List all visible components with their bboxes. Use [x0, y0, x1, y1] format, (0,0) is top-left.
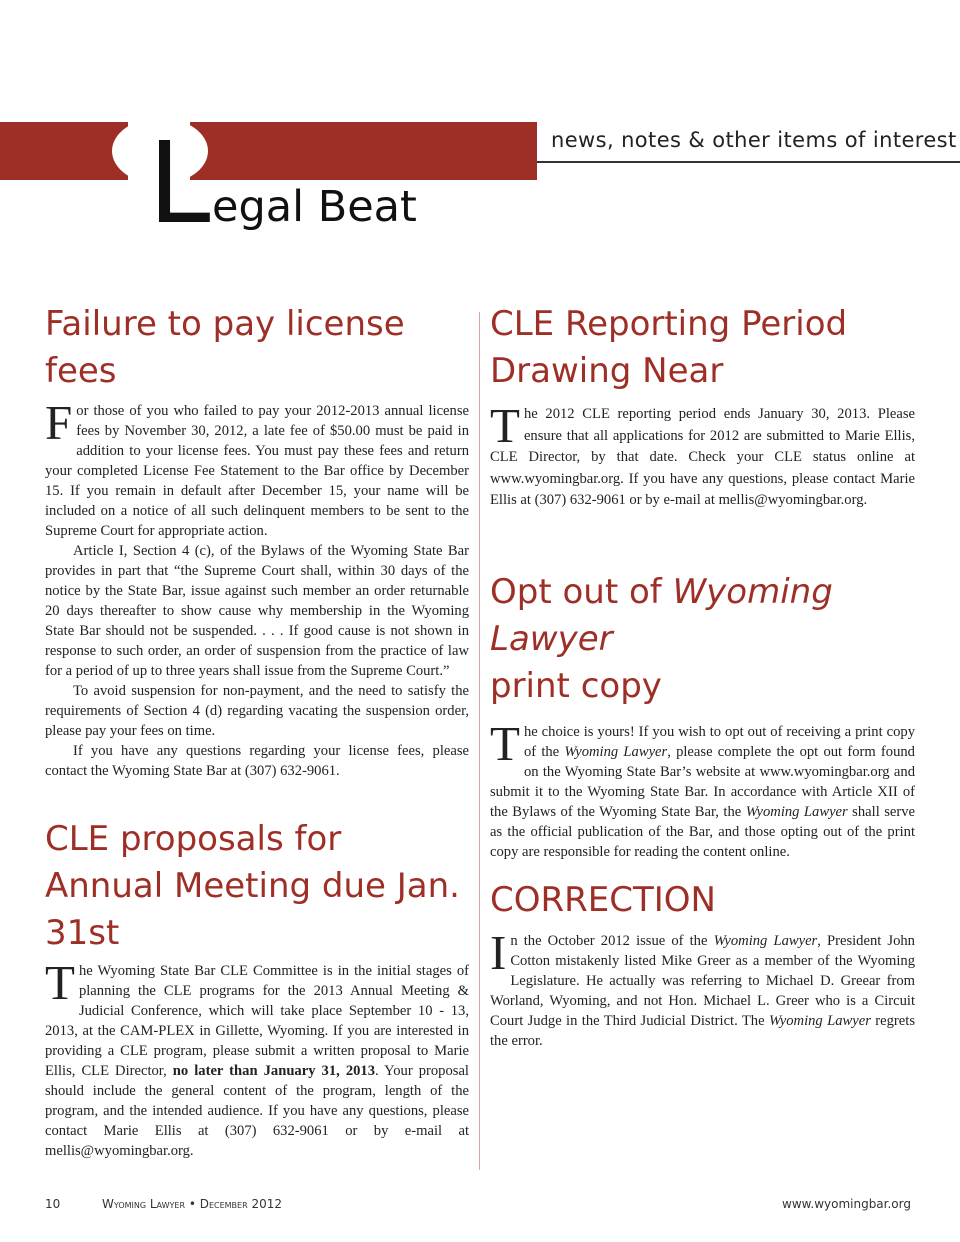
- column-divider: [479, 312, 480, 1170]
- article-headline: [490, 301, 915, 395]
- paragraph: If you have any questions regarding your license fees, please contact the Wyoming State Bar at (307) 632-9061.: [45, 743, 469, 779]
- drop-cap: F: [45, 395, 73, 450]
- article-body: [490, 398, 915, 512]
- paragraph-text: he choice is yours! If you wish to opt out of receiving a print copy of the: [523, 724, 915, 760]
- article-headline: Failure to pay license fees: [45, 304, 405, 391]
- paragraph: To avoid suspension for non-payment, and the need to satisfy the requirements of Section 4 (d) regarding vacating the suspension order, please pay your fees on time.: [45, 683, 469, 739]
- headline-line: CLE Reporting Period: [490, 304, 848, 344]
- publication-name: Wyoming Lawyer: [564, 744, 668, 760]
- headline-publication-name: Wyoming Lawyer: [490, 572, 833, 659]
- masthead-band-right: [190, 122, 537, 180]
- masthead-title-initial: L: [148, 119, 211, 249]
- article-body: [45, 955, 469, 1161]
- paragraph-text: or those of you who failed to pay your 2012-2013 annual license fees by November 30, 2012, a late fee of $50.00 must be paid in addition to your license fees. You must pay these fees and return your completed License Fee Statement to the Bar office by December 15. If you remain in default after December 15, your name will be included on a notice of all such delinquent members to be sent to the Supreme Court for appropriate action.: [45, 403, 469, 539]
- article-opt-out: [490, 569, 915, 862]
- article-license-fees: [45, 301, 469, 781]
- paragraph: Article I, Section 4 (c), of the Bylaws of the Wyoming State Bar provides in part that “the Supreme Court shall, within 30 days of the notice by the State Bar, issue against such member an order returnable 20 days thereafter to show cause why membership in the Wyoming State Bar should not be suspended. . . . If good cause is not shown in response to such order, an order of suspension from the practice of law for a period of up to three years shall issue from the Supreme Court.”: [45, 543, 469, 679]
- headline-line: Annual Meeting due Jan. 31st: [45, 866, 460, 953]
- article-correction: [490, 877, 915, 1051]
- masthead-title: egal Beat: [212, 182, 417, 232]
- drop-cap: T: [45, 955, 75, 1010]
- article-headline: [490, 569, 915, 710]
- article-cle-reporting: [490, 301, 915, 512]
- drop-cap: I: [490, 925, 507, 980]
- article-cle-proposals: [45, 816, 469, 1161]
- headline-line: Opt out of: [490, 572, 673, 612]
- article-body: [45, 395, 469, 781]
- footer-url: www.wyomingbar.org: [782, 1197, 911, 1211]
- footer-publication: Wyoming Lawyer • December 2012: [102, 1197, 283, 1211]
- publication-name: Wyoming Lawyer: [768, 1013, 871, 1029]
- deadline-text: no later than January 31, 2013: [172, 1063, 376, 1079]
- article-body: [490, 925, 915, 1051]
- headline-line: print copy: [490, 666, 662, 706]
- paragraph-text: he 2012 CLE reporting period ends January 30, 2013. Please ensure that all applications for 2012 are submitted to Marie Ellis, CLE Director, by that date. Check your CLE status online at www.wyomingbar.org. If you have any questions, please contact Marie Ellis at (307) 632-9061 or by e-mail at mellis@wyomingbar.org.: [490, 406, 915, 508]
- paragraph: [490, 716, 915, 862]
- paragraph: [45, 395, 469, 541]
- paragraph-text: he Wyoming State Bar CLE Committee is in the initial stages of planning the CLE programs for the 2013 Annual Meeting & Judicial Conference, which will take place September 10 - 13, 2013, at the CAM-PLEX in Gillette, Wyoming. If you are interested in providing a CLE program, please submit a written proposal to Marie Ellis, CLE Director,: [45, 963, 469, 1079]
- paragraph: [490, 925, 915, 1051]
- paragraph: [490, 398, 915, 512]
- page-number: 10: [45, 1197, 61, 1211]
- paragraph-text: shall serve as the official publication of the Bar, and those opting out of the print copy are responsible for reading the content online.: [490, 804, 915, 860]
- paragraph-text: n the October 2012 issue of the: [510, 933, 714, 949]
- tagline-rule: [537, 161, 960, 163]
- headline-line: Drawing Near: [490, 351, 724, 391]
- paragraph: [45, 955, 469, 1161]
- paragraph-text: , please complete the opt out form found on the Wyoming State Bar’s website at www.wyomingbar.org and submit it to the Wyoming State Bar. In accordance with Article XII of the Bylaws of the Wyoming State Bar, the: [490, 744, 915, 820]
- drop-cap: T: [490, 716, 520, 771]
- article-body: [490, 716, 915, 862]
- headline-line: CLE proposals for: [45, 819, 342, 859]
- article-headline: [45, 816, 469, 957]
- paragraph-text: , President John Cotton mistakenly listed Mike Greer as a member of the Wyoming Legislature. He actually was referring to Michael D. Greear from Worland, Wyoming, and not Hon. Michael L. Greer who is a Circuit Court Judge in the Third Judicial District. The: [490, 933, 915, 1029]
- masthead-band-left: [0, 122, 128, 180]
- masthead-tagline: news, notes & other items of interest: [551, 128, 957, 152]
- publication-name: Wyoming Lawyer: [745, 804, 848, 820]
- article-headline: CORRECTION: [490, 880, 716, 920]
- drop-cap: T: [490, 398, 520, 453]
- publication-name: Wyoming Lawyer: [713, 933, 818, 949]
- paragraph-text: regrets the error.: [490, 1013, 915, 1049]
- paragraph-text: . Your proposal should include the general content of the program, length of the program, and the intended audience. If you have any questions, please contact Marie Ellis at (307) 632-9061 or by e-mail at mellis@wyomingbar.org.: [45, 1063, 469, 1159]
